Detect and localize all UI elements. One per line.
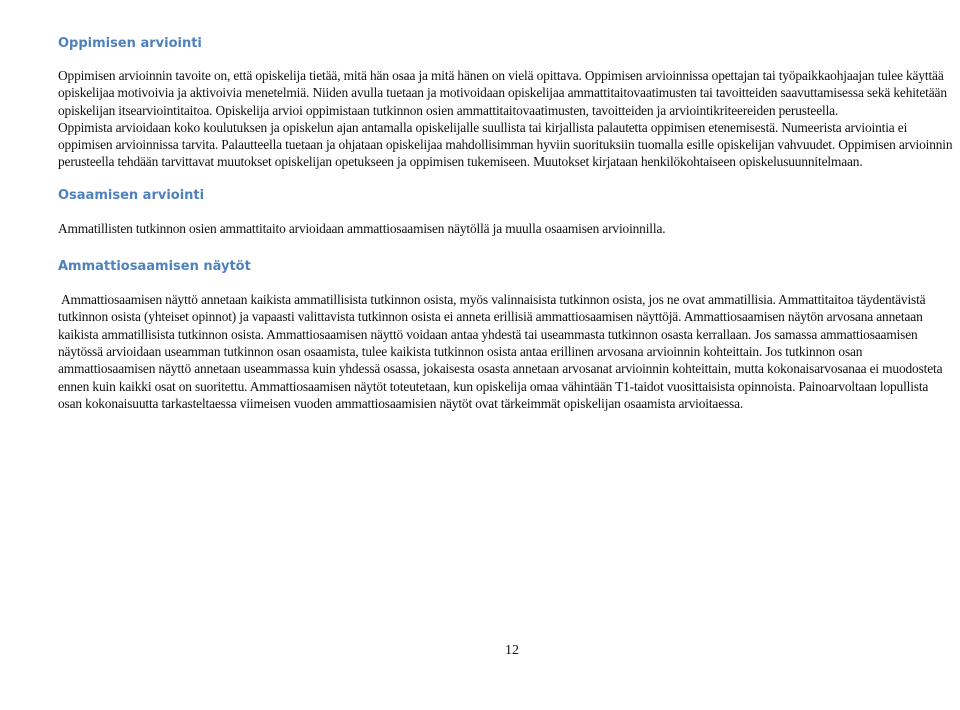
paragraph-oppimisen-palaute: Oppimista arvioidaan koko koulutuksen ja opiskelun ajan antamalla opiskelijalle suullista tai kirjallista palautetta oppimisen etenemisestä. Numeerista arviointia ei oppimisen arvioinnissa tarvita. Palautteella tuetaan ja ohjataan opiskelijaa mahdollisimman hyviin suorituksiin tuomalla esille opiskelijan vahvuudet. Oppimisen arvioinnin perusteella tehdään tarvittavat muutokset opiskelijan opetukseen ja oppimisen tukemiseen. Muutokset kirjataan henkilökohtaiseen opiskelusuunnitelmaan.	[58, 119, 953, 170]
document-page	[58, 36, 954, 412]
section-heading-oppimisen-arviointi: Oppimisen arviointi	[58, 36, 202, 51]
paragraph-oppimisen-tavoite: Oppimisen arvioinnin tavoite on, että opiskelija tietää, mitä hän osaa ja mitä hänen on vielä opittava. Oppimisen arvioinnissa opettajan tai työpaikkaohjaajan tulee käyttää opiskelijaa motivoivia ja aktivoivia menetelmiä. Niiden avulla tuetaan ja motivoidaan opiskelijaa ammattitaitovaatimusten tai tavoitteiden saavuttamisessa sekä kehitetään opiskelijan itsearviointitaitoa. Opiskelija arvioi oppimistaan tutkinnon osien ammattitaitovaatimusten, tavoitteiden ja arviointikriteereiden perusteella.	[58, 68, 947, 118]
page-number: 12	[505, 643, 519, 658]
section-heading-ammattiosaamisen-naytot: Ammattiosaamisen näytöt	[58, 259, 251, 275]
paragraph-ammattiosaamisen-naytot: Ammattiosaamisen näyttö annetaan kaikista ammatillisista tutkinnon osista, myös valinnaisista tutkinnon osista, jos ne ovat ammatillisia. Ammattitaitoa täydentävistä tutkinnon osista (yhteiset opinnot) ja vapaasti valittavista tutkinnon osista ei anneta erillisiä ammattiosaamisen näyttöjä. Ammattiosaamisen näytön arvosana annetaan kaikista ammatillisista tutkinnon osista. Ammattiosaamisen näyttö voidaan antaa yhdestä tai useammasta tutkinnon osasta kerrallaan. Jos samassa ammattiosaamisen näytössä arvioidaan useamman tutkinnon osan osaamista, tulee kaikista tutkinnon osista antaa erillinen arvosana arvioinnin kohteittain. Jos tutkinnon osan ammattiosaamisen näyttö annetaan useammassa kuin yhdessä osassa, jokaisesta osasta annetaan arvosanat arvioinnin kohteittain, mutta kokonaisarvosanaa ei muodosteta ennen kuin kaikki osat on suoritettu. Ammattiosaamisen näytöt toteutetaan, kun opiskelija omaa vähintään T1-taidot vuosittaisista opinnoista. Painoarvoltaan lopullista osan kokonaisuutta tarkasteltaessa viimeisen vuoden ammattiosaamisien näytöt ovat tärkeimmät opiskelijan osaamista arvioitaessa.	[58, 292, 943, 411]
section-heading-osaamisen-arviointi: Osaamisen arviointi	[58, 187, 205, 203]
paragraph-osaamisen-arviointi: Ammatillisten tutkinnon osien ammattitaito arvioidaan ammattiosaamisen näytöllä ja muulla osaamisen arvioinnilla.	[58, 220, 666, 236]
